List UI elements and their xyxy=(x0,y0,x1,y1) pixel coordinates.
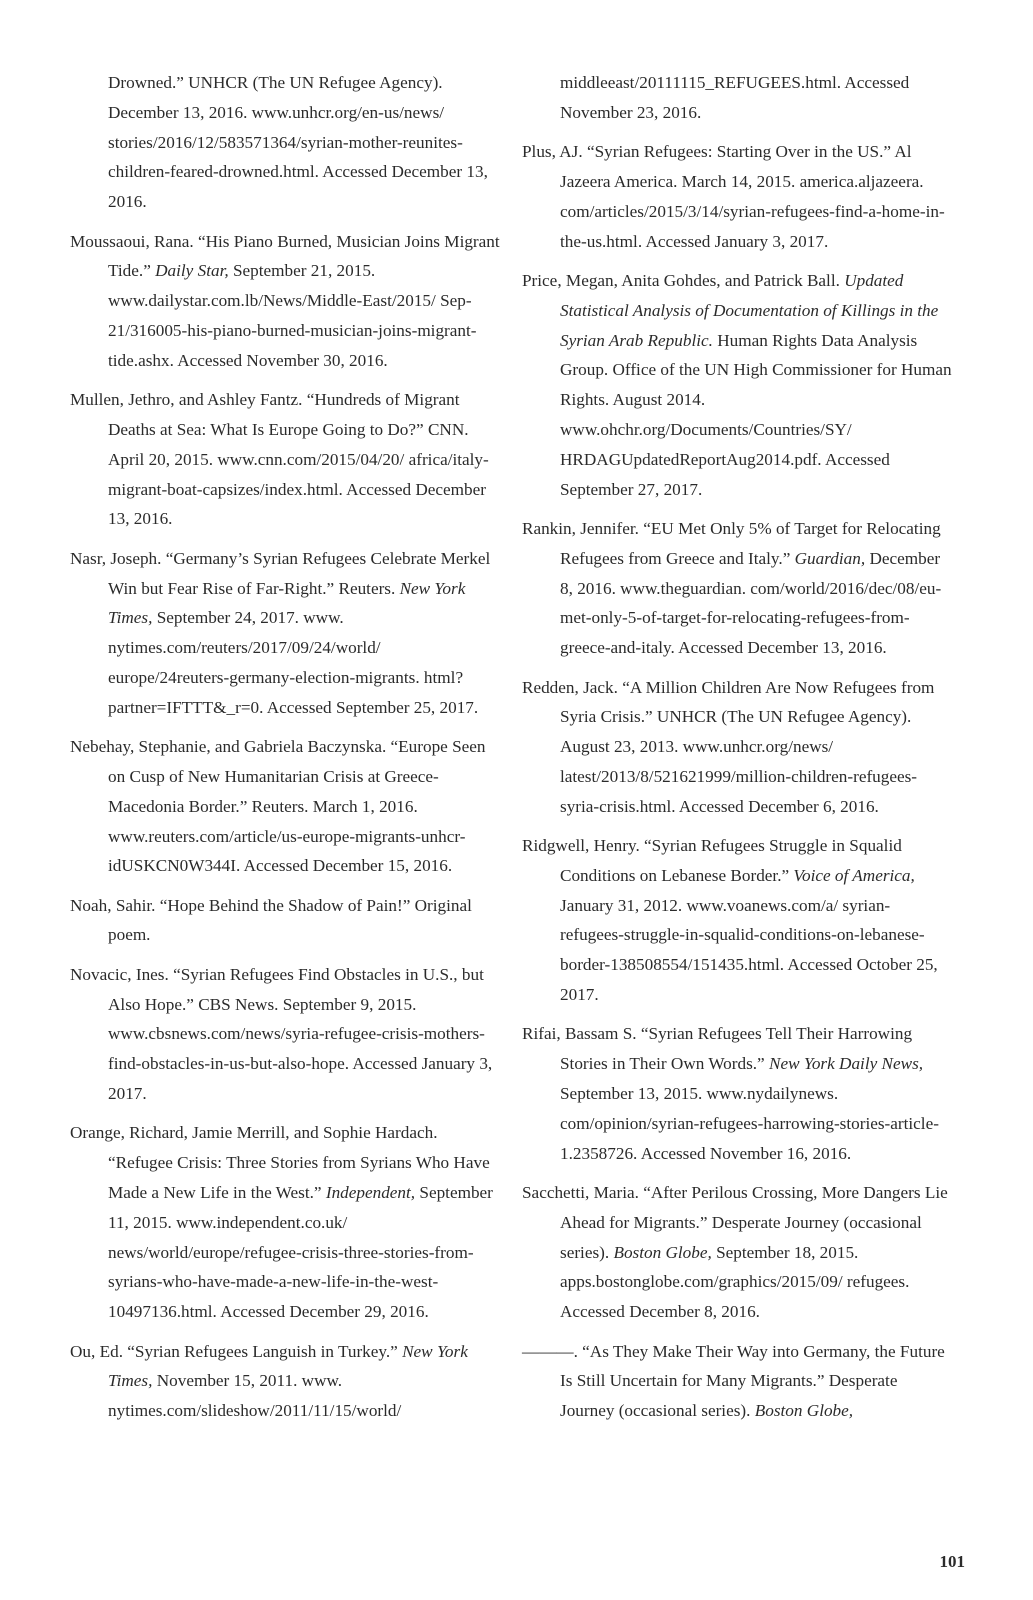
entry-italic-title: Boston Globe, xyxy=(613,1242,712,1262)
entry-text: Plus, AJ. “Syrian Refugees: Starting Over in the US.” Al Jazeera America. March 14, 2015. america.aljazeera. com/articles/2015/3/14/syrian-refugees-find-a-home-in-the-us.html. Accessed January 3, 2017. xyxy=(522,142,945,251)
entry-text: ———. “As They Make Their Way into Germany, the Future Is Still Uncertain for Many Migrants.” Desperate Journey (occasional series). xyxy=(522,1341,945,1421)
entry-text: Orange, Richard, Jamie Merrill, and Sophie Hardach. “Refugee Crisis: Three Stories from Syrians Who Have Made a New Life in the West.” xyxy=(70,1123,490,1203)
entry-text: January 31, 2012. www.voanews.com/a/ syrian-refugees-struggle-in-squalid-conditions-on-lebanese-border-138508554/151435.html. Accessed October 25, 2017. xyxy=(560,895,938,1005)
entry-italic-title: Daily Star, xyxy=(155,261,229,281)
entry-text: Nebehay, Stephanie, and Gabriela Baczynska. “Europe Seen on Cusp of New Humanitarian Crisis at Greece-Macedonia Border.” Reuters. March 1, 2016. www.reuters.com/article/us-europe-migrants-unhcr-idUSKCN0W344I. Accessed December 15, 2016. xyxy=(70,737,486,876)
bibliography-entry xyxy=(70,960,500,1109)
bibliography-entry xyxy=(70,385,500,534)
bibliography-entry xyxy=(70,1337,500,1426)
entry-text: Rankin, Jennifer. “EU Met Only 5% of Target for Relocating Refugees from Greece and Italy.” xyxy=(522,518,941,568)
bibliography-left-column xyxy=(70,68,500,1436)
bibliography-entry xyxy=(522,137,952,256)
entry-text: middleeast/20111115_REFUGEES.html. Accessed November 23, 2016. xyxy=(560,73,910,122)
entry-text: September 21, 2015. www.dailystar.com.lb/News/Middle-East/2015/ Sep-21/316005-his-piano-burned-musician-joins-migrant-tide.ashx. Accessed November 30, 2016. xyxy=(108,261,477,370)
bibliography-entry xyxy=(70,544,500,723)
bibliography-right-column xyxy=(522,68,952,1436)
entry-italic-title: New York Daily News, xyxy=(769,1054,924,1074)
entry-italic-title: New York Times, xyxy=(108,1341,468,1391)
bibliography-entry-continued xyxy=(522,68,952,128)
bibliography-entry-continued xyxy=(70,68,500,217)
entry-text: Price, Megan, Anita Gohdes, and Patrick Ball. xyxy=(522,270,845,290)
entry-text: Novacic, Ines. “Syrian Refugees Find Obstacles in U.S., but Also Hope.” CBS News. September 9, 2015. www.cbsnews.com/news/syria-refugee-crisis-mothers-find-obstacles-in-us-but-also-hope. Accessed January 3, 2017. xyxy=(70,964,493,1104)
entry-italic-title: Updated Statistical Analysis of Documentation of Killings in the Syrian Arab Republic. xyxy=(560,270,939,350)
bibliography-entry xyxy=(522,1019,952,1168)
entry-text: Ou, Ed. “Syrian Refugees Languish in Turkey.” xyxy=(70,1341,403,1361)
entry-italic-title: Voice of America, xyxy=(793,865,915,885)
entry-text: November 15, 2011. www. nytimes.com/slideshow/2011/11/15/world/ xyxy=(108,1371,402,1421)
entry-text: Moussaoui, Rana. “His Piano Burned, Musician Joins Migrant Tide.” xyxy=(70,231,500,281)
entry-italic-title: Guardian, xyxy=(794,548,866,568)
entry-text: Rifai, Bassam S. “Syrian Refugees Tell Their Harrowing Stories in Their Own Words.” xyxy=(522,1024,913,1074)
entry-text: Human Rights Data Analysis Group. Office of the UN High Commissioner for Human Rights. August 2014. www.ohchr.org/Documents/Countries/SY/ HRDAGUpdatedReportAug2014.pdf. Accessed September 27, 2017. xyxy=(560,330,952,499)
entry-italic-title: Independent, xyxy=(325,1183,416,1203)
bibliography-entry xyxy=(70,227,500,376)
bibliography-entry xyxy=(70,891,500,951)
bibliography-entry xyxy=(522,831,952,1010)
page-number: 101 xyxy=(939,1552,965,1571)
entry-text: December 8, 2016. www.theguardian. com/world/2016/dec/08/eu-met-only-5-of-target-for-relocating-refugees-from-greece-and-italy. Accessed December 13, 2016. xyxy=(560,548,942,658)
entry-text: Ridgwell, Henry. “Syrian Refugees Struggle in Squalid Conditions on Lebanese Border.” xyxy=(522,836,902,885)
bibliography-entry xyxy=(70,732,500,881)
bibliography-entry xyxy=(522,673,952,822)
entry-text: September 11, 2015. www.independent.co.uk/ news/world/europe/refugee-crisis-three-stories-from-syrians-who-have-made-a-new-life-in-the-west-10497136.html. Accessed December 29, 2016. xyxy=(108,1183,493,1322)
entry-italic-title: New York Times, xyxy=(108,578,466,628)
bibliography-entry xyxy=(522,1178,952,1327)
entry-text: September 24, 2017. www. nytimes.com/reuters/2017/09/24/world/ europe/24reuters-germany-election-migrants. html?partner=IFTTT&_r=0. Accessed September 25, 2017. xyxy=(108,608,479,717)
entry-text: Nasr, Joseph. “Germany’s Syrian Refugees Celebrate Merkel Win but Fear Rise of Far-Right.” Reuters. xyxy=(70,548,491,598)
entry-text: Mullen, Jethro, and Ashley Fantz. “Hundreds of Migrant Deaths at Sea: What Is Europe Going to Do?” CNN. April 20, 2015. www.cnn.com/2015/04/20/ africa/italy-migrant-boat-capsizes/index.html. Accessed December 13, 2016. xyxy=(70,390,489,529)
bibliography-entry xyxy=(522,1337,952,1426)
entry-text: Redden, Jack. “A Million Children Are Now Refugees from Syria Crisis.” UNHCR (The UN Refugee Agency). August 23, 2013. www.unhcr.org/news/ latest/2013/8/521621999/million-children-refugees-syria-crisis.html. Accessed December 6, 2016. xyxy=(522,677,935,816)
entry-text: September 18, 2015. apps.bostonglobe.com/graphics/2015/09/ refugees. Accessed December 8, 2016. xyxy=(560,1242,910,1322)
entry-italic-title: Boston Globe, xyxy=(754,1401,854,1421)
bibliography-entry xyxy=(522,514,952,663)
entry-text: September 13, 2015. www.nydailynews. com/opinion/syrian-refugees-harrowing-stories-article-1.2358726. Accessed November 16, 2016. xyxy=(560,1084,939,1163)
entry-text: Drowned.” UNHCR (The UN Refugee Agency). December 13, 2016. www.unhcr.org/en-us/news/ stories/2016/12/583571364/syrian-mother-reunites-children-feared-drowned.html. Accessed December 13, 2016. xyxy=(108,73,488,212)
entry-text: Noah, Sahir. “Hope Behind the Shadow of Pain!” Original poem. xyxy=(70,895,472,945)
bibliography-entry xyxy=(70,1118,500,1327)
bibliography-entry xyxy=(522,266,952,504)
entry-text: Sacchetti, Maria. “After Perilous Crossing, More Dangers Lie Ahead for Migrants.” Desperate Journey (occasional series). xyxy=(522,1183,948,1262)
